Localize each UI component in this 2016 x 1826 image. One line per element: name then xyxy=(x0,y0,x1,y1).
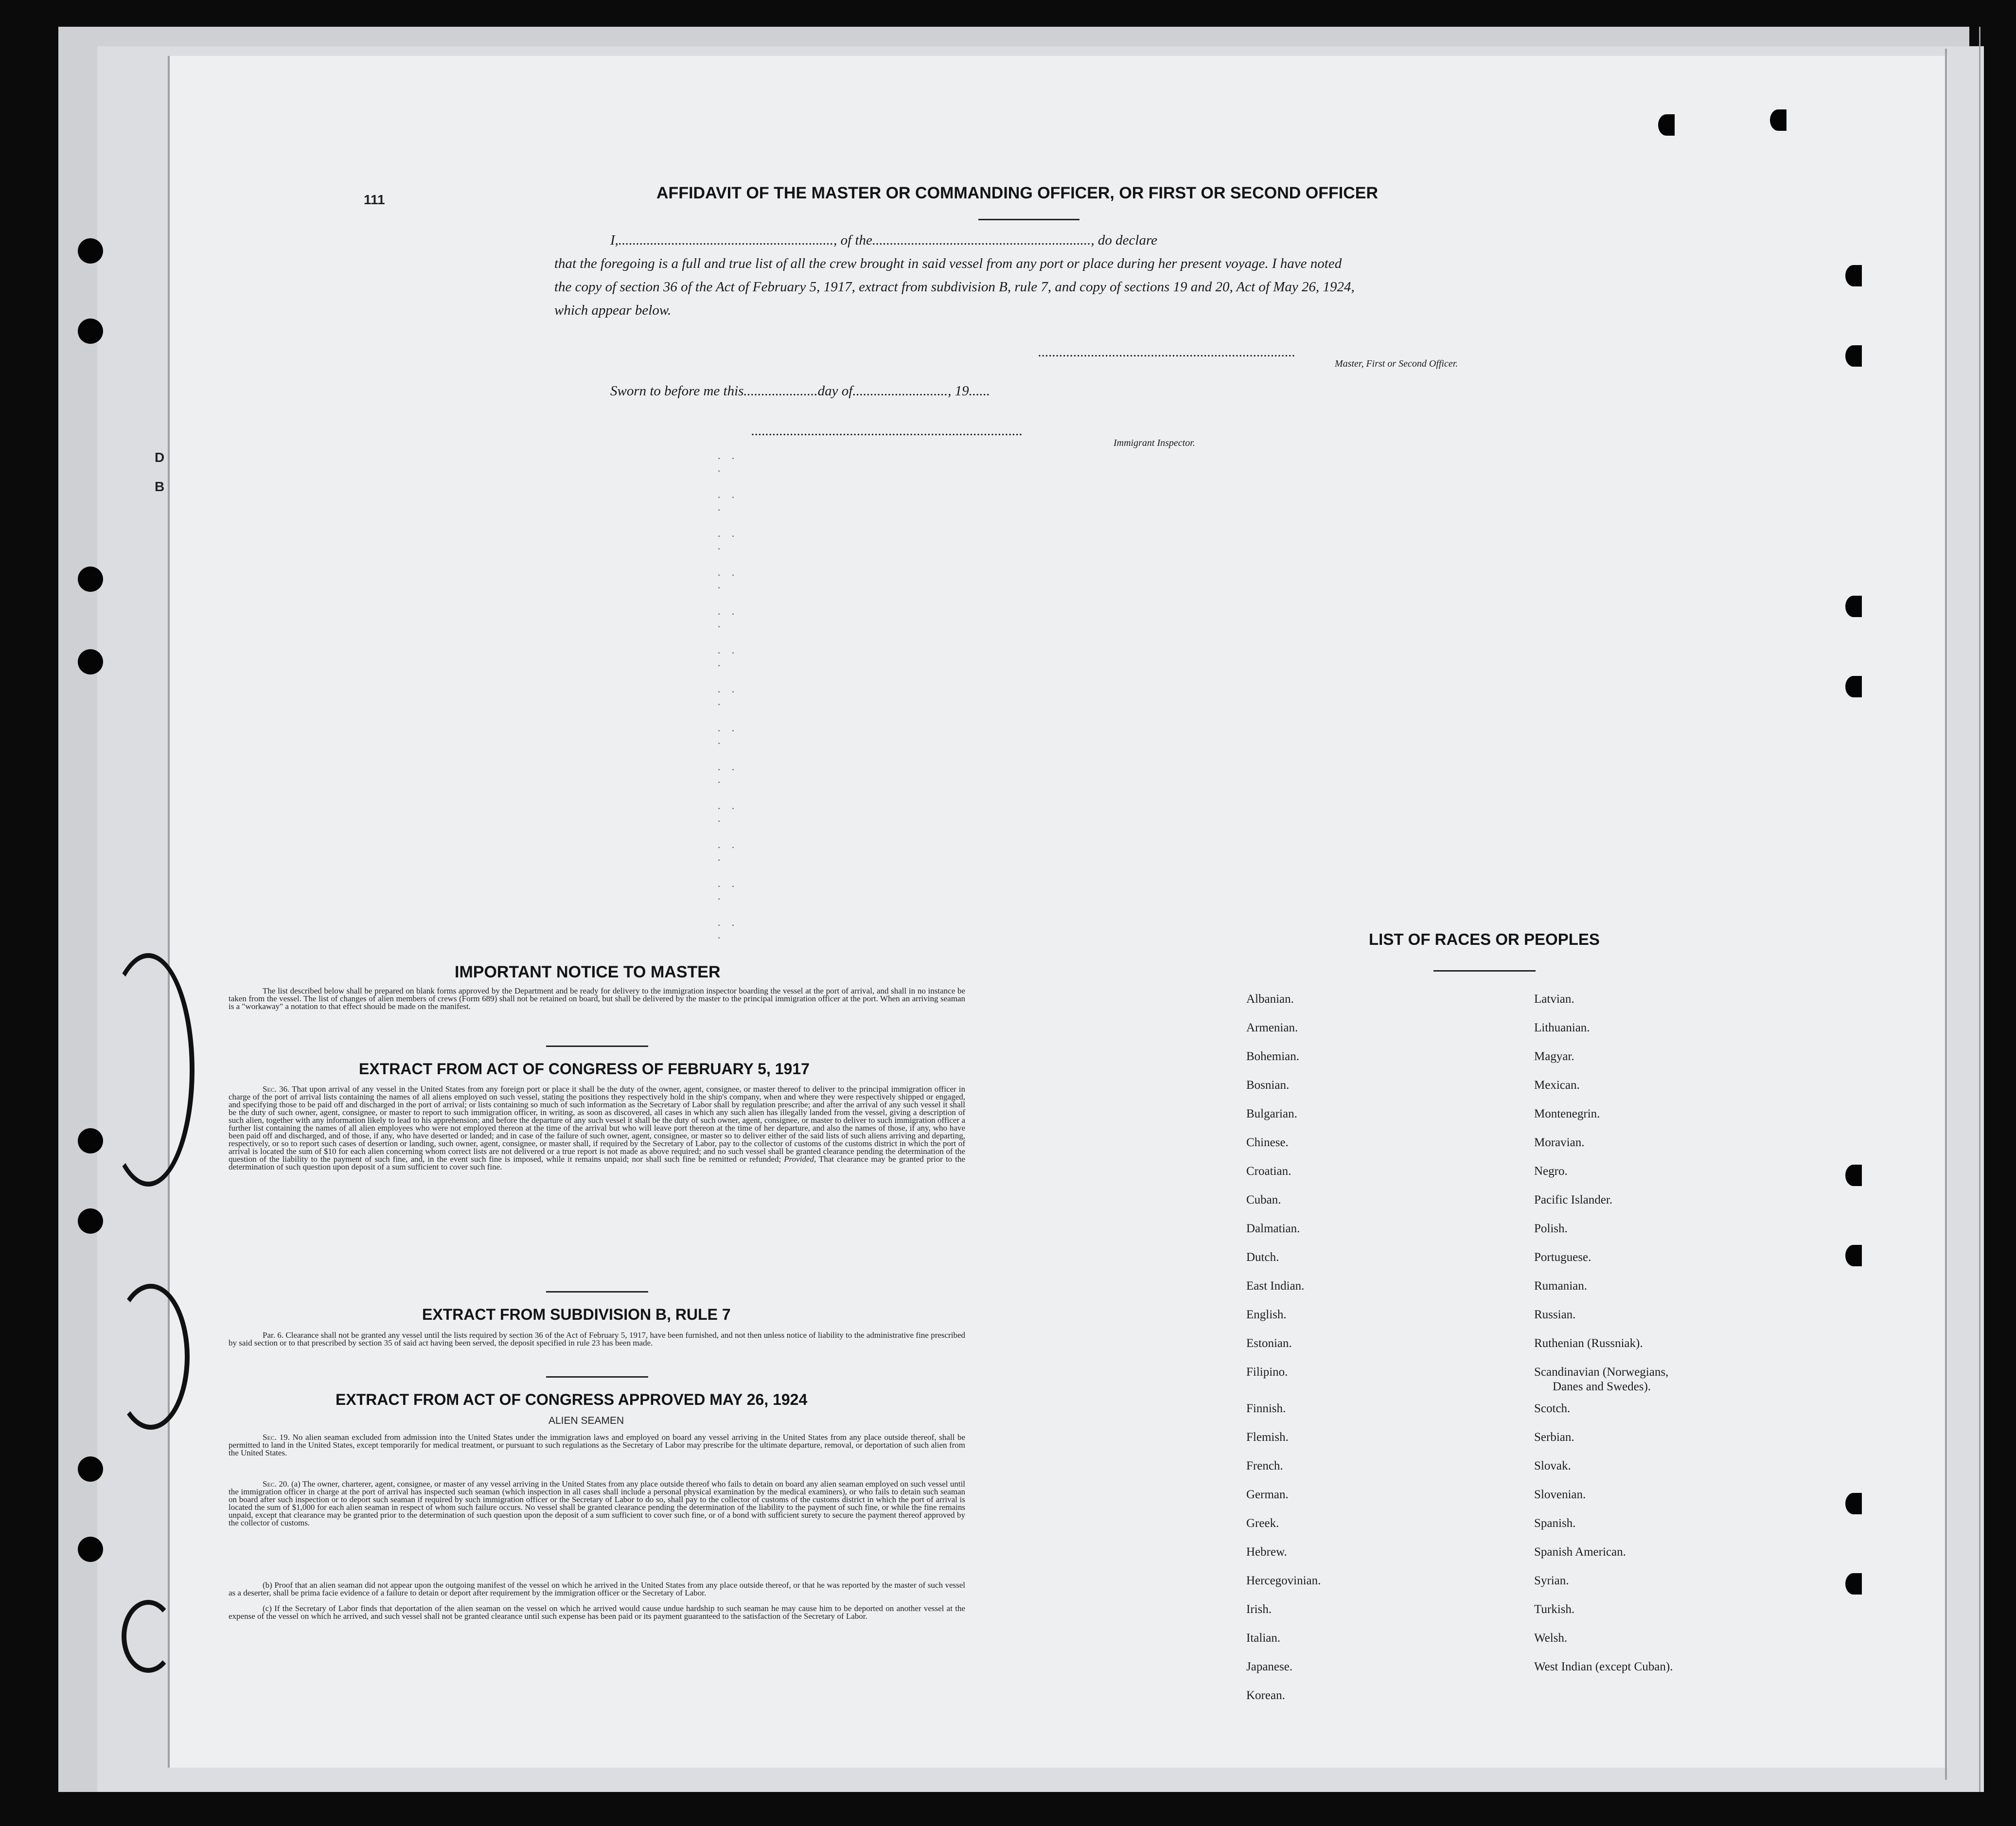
race-item: Polish. xyxy=(1534,1222,1568,1235)
race-item: Croatian. xyxy=(1246,1165,1291,1178)
section-label: Sec. 20. xyxy=(263,1479,289,1489)
race-item: Albanian. xyxy=(1246,993,1294,1006)
binder-hole xyxy=(78,1537,103,1562)
race-item: Korean. xyxy=(1246,1689,1285,1702)
binder-hole xyxy=(1845,265,1862,286)
extract-1917-body xyxy=(229,1085,965,1171)
sec19-text: No alien seaman excluded from admission into the United States under the immigration laws and employed on board any vessel arriving in the United States from any place outside thereof, shall be permitted to land in the United States, except temporarily for medical treatment, or pursuant to such regulations as the Secretary of Labor may prescribe for the ultimate departure, removal, or deportation of such alien from the United States. xyxy=(229,1433,965,1457)
race-item: Mexican. xyxy=(1534,1079,1580,1092)
extract-rule7-title: EXTRACT FROM SUBDIVISION B, RULE 7 xyxy=(422,1306,731,1323)
back-sheet-right-edge xyxy=(1979,27,1981,1792)
binder-hole xyxy=(78,567,103,592)
master-signature-line: ......................................................................... xyxy=(1038,344,1296,360)
race-item: Pacific Islander. xyxy=(1534,1193,1613,1206)
race-item: Bohemian. xyxy=(1246,1050,1300,1063)
binder-hole xyxy=(78,649,103,674)
race-item: Japanese. xyxy=(1246,1660,1293,1673)
page-left-edge xyxy=(168,56,170,1768)
affidavit-line-4: which appear below. xyxy=(554,302,672,318)
race-item: Welsh. xyxy=(1534,1631,1568,1645)
extract-1924-sec19 xyxy=(229,1434,965,1457)
binder-hole xyxy=(1845,1245,1862,1266)
binder-hole xyxy=(78,1208,103,1234)
race-item: Ruthenian (Russniak). xyxy=(1534,1337,1643,1350)
section-rule xyxy=(546,1291,648,1293)
affidavit-line-2: that the foregoing is a full and true list of all the crew brought in said vessel from any port or place during her present voyage. I have noted xyxy=(554,256,1342,271)
race-item: Negro. xyxy=(1534,1165,1568,1178)
inspector-signature-caption: Immigrant Inspector. xyxy=(1114,438,1195,448)
races-left-column xyxy=(1246,992,1321,1717)
race-item-multiline xyxy=(1534,1365,1673,1401)
tear-line-dots: · · · · · · · · · · · · · · · · · · · · · · · · · · · · · · · · · · · · · · · xyxy=(717,452,739,944)
sec20-text: (a) The owner, charterer, agent, consignee, or master of any vessel arriving in the United States from any place outside thereof who fails to detain on board any alien seaman employed on such vessel until the immigration officer in charge at the port of arrival has inspected such seaman (which inspection in all cases shall include a personal physical examination by the medical examiners), or who fails to detain such seaman on board after such inspection or to deport such seaman if required by such immigration officer or the Secretary of Labor to do so, shall pay to the collector of customs of the customs district in which the port of arrival is located the sum of $1,000 for each alien seaman in respect of whom such failure occurs. No vessel shall be granted clearance pending the determination of the liability to the payment of such fine, or while the fine remains unpaid, except that clearance may be granted prior to the determination of such question upon the deposit of a sum sufficient to cover such fine, or of a bond with sufficient surety to secure the payment thereof approved by the collector of customs. xyxy=(229,1479,966,1527)
binder-hole xyxy=(1770,109,1786,131)
race-item: English. xyxy=(1246,1308,1287,1321)
affidavit-title: AFFIDAVIT OF THE MASTER OR COMMANDING OFFICER, OR FIRST OR SECOND OFFICER xyxy=(656,184,1378,202)
race-item: Estonian. xyxy=(1246,1337,1292,1350)
margin-scribble xyxy=(112,1284,190,1430)
affidavit-line-3: the copy of section 36 of the Act of February 5, 1917, extract from subdivision B, rule 7, and copy of sections 19 and 20, Act of May 26, 1924, xyxy=(554,279,1355,295)
binder-hole xyxy=(78,238,103,264)
margin-scribble xyxy=(102,953,195,1187)
races-rule xyxy=(1433,970,1536,972)
section-label: Sec. 19. xyxy=(263,1433,290,1442)
inspector-signature-line: ............................................................................. xyxy=(751,423,1023,439)
race-item: East Indian. xyxy=(1246,1279,1305,1293)
binder-hole xyxy=(1845,1573,1862,1595)
race-item: German. xyxy=(1246,1488,1289,1501)
race-item: Dalmatian. xyxy=(1246,1222,1300,1235)
race-item: Chinese. xyxy=(1246,1136,1289,1149)
race-item: Moravian. xyxy=(1534,1136,1585,1149)
margin-scribble xyxy=(122,1600,175,1673)
extract-1917-title: EXTRACT FROM ACT OF CONGRESS OF FEBRUARY 5, 1917 xyxy=(359,1060,810,1078)
race-item: Cuban. xyxy=(1246,1193,1281,1206)
race-item: Russian. xyxy=(1534,1308,1576,1321)
race-item: Spanish. xyxy=(1534,1517,1576,1530)
race-item: Hercegovinian. xyxy=(1246,1574,1321,1587)
race-item: Lithuanian. xyxy=(1534,1021,1590,1034)
race-item: Hebrew. xyxy=(1246,1545,1287,1559)
binder-hole xyxy=(1845,1493,1862,1514)
race-item: Slovak. xyxy=(1534,1459,1571,1472)
race-item: Turkish. xyxy=(1534,1603,1575,1616)
race-item: Scandinavian (Norwegians, xyxy=(1534,1365,1669,1379)
race-item: Syrian. xyxy=(1534,1574,1569,1587)
master-signature-caption: Master, First or Second Officer. xyxy=(1335,358,1458,369)
extract-1917-text: That upon arrival of any vessel in the United States from any foreign port or place it shall be the duty of the owner, agent, consignee, or master thereof to deliver to the principal immigration officer in charge of the port of arrival lists containing the names of all aliens employed on such vessel, stating the positions they respectively hold in the ship's company, when and where they were respectively shipped or engaged, and specifying those to be paid off and discharged in the port of arrival; or lists containing so much of such information as the Secretary of Labor shall by regulation prescribe; and after the arrival of any such vessel it shall be the duty of such owner, agent, consignee, or master to report to such immigration officer, in writing, as soon as discovered, all cases in which any such alien has illegally landed from the vessel, giving a description of such alien, together with any information likely to lead to his apprehension; and before the departure of any such vessel it shall be the duty of such owner, agent, consignee, or master to deliver to such immigration officer a further list containing the names of all alien employees who were not employed thereon at the time of the arrival but who will leave port thereon at the time of her departure, and also the names of those, if any, who have been paid off and discharged, and of those, if any, who have deserted or landed; and in case of the failure of such owner, agent, consignee, or master so to deliver either of the said lists of such aliens arriving and departing, respectively, or so to report such cases of desertion or landing, such owner, agent, consignee, or master shall, if required by the Secretary of Labor, pay to the collector of customs of the customs district in which the port of arrival is located the sum of $10 for each alien concerning whom correct lists are not delivered or a true report is not made as above required; and no such vessel shall be granted clearance pending the determination of the question of the liability to the payment of such fine, and, in the event such fine is imposed, while it remains unpaid; nor shall such fine be remitted or refunded; xyxy=(229,1084,965,1164)
race-item: Portuguese. xyxy=(1534,1251,1592,1264)
binder-hole xyxy=(1658,114,1675,136)
margin-mark-top: 111 xyxy=(364,192,385,207)
race-item: Rumanian. xyxy=(1534,1279,1588,1293)
race-item: Scotch. xyxy=(1534,1402,1571,1415)
sworn-line: Sworn to before me this.....................day of..........................., 19...... xyxy=(610,383,990,399)
binder-hole xyxy=(1845,676,1862,697)
notice-body: The list described below shall be prepared on blank forms approved by the Department and be ready for delivery to the immigration inspector boarding the vessel at the port of arrival, and shall in no instance be taken from the vessel. The list of changes of alien members of crews (Form 689) shall not be retained on board, but shall be delivered by the master to the principal immigration officer at the port. When an arriving seaman is a "workaway" a notation to that effect should be made on the manifest. xyxy=(229,986,965,1011)
extract-rule7-body: Par. 6. Clearance shall not be granted any vessel until the lists required by section 36 of the Act of February 5, 1917, have been furnished, and not then unless notice of liability to the administrative fine prescribed by said section or to that prescribed by section 35 of said act having been served, the deposit specified in rule 23 has been made. xyxy=(229,1330,965,1347)
binder-hole xyxy=(78,1128,103,1153)
binder-hole xyxy=(78,1456,103,1482)
race-item: West Indian (except Cuban). xyxy=(1534,1660,1673,1673)
race-item: Italian. xyxy=(1246,1631,1281,1645)
race-item: Magyar. xyxy=(1534,1050,1574,1063)
section-rule xyxy=(546,1046,648,1047)
section-label: Sec. 36. xyxy=(263,1084,290,1094)
affidavit-line-1: I,............................................................., of the.............................................................., do declare xyxy=(610,232,1158,248)
race-item: Finnish. xyxy=(1246,1402,1286,1415)
race-item: Montenegrin. xyxy=(1534,1107,1600,1120)
race-item-continued: Danes and Swedes). xyxy=(1553,1380,1651,1393)
notice-title: IMPORTANT NOTICE TO MASTER xyxy=(455,963,721,981)
race-item: Bosnian. xyxy=(1246,1079,1290,1092)
margin-mark-d: D xyxy=(155,450,165,465)
proviso-word: Provided, xyxy=(784,1154,816,1164)
extract-1917-text-end: That clearance may be granted prior to the determination of such question upon deposit of a sum sufficient to cover such fine. xyxy=(229,1154,965,1171)
binder-hole xyxy=(1845,345,1862,367)
race-item: Flemish. xyxy=(1246,1431,1289,1444)
race-item: Serbian. xyxy=(1534,1431,1574,1444)
race-item: Filipino. xyxy=(1246,1365,1288,1379)
binder-hole xyxy=(78,319,103,344)
extract-1924-sec20b: (b) Proof that an alien seaman did not appear upon the outgoing manifest of the vessel on which he arrived in the United States from any place outside thereof, or that he was reported by the master of such vessel as a deserter, shall be prima facie evidence of a failure to detain or deport after requirement by the immigration officer or the Secretary of Labor. xyxy=(229,1580,965,1597)
race-item: Dutch. xyxy=(1246,1251,1279,1264)
race-item: Armenian. xyxy=(1246,1021,1298,1034)
race-item: Latvian. xyxy=(1534,993,1574,1006)
race-item: Irish. xyxy=(1246,1603,1272,1616)
extract-1924-title: EXTRACT FROM ACT OF CONGRESS APPROVED MAY 26, 1924 xyxy=(336,1391,808,1408)
binder-hole xyxy=(1845,1165,1862,1186)
races-title: LIST OF RACES OR PEOPLES xyxy=(1369,930,1600,948)
title-rule xyxy=(978,219,1079,220)
page-right-edge xyxy=(1945,49,1947,1780)
margin-mark-b: B xyxy=(155,479,165,494)
race-item: Bulgarian. xyxy=(1246,1107,1297,1120)
extract-1924-sec20 xyxy=(229,1480,965,1527)
extract-1924-subtitle: ALIEN SEAMEN xyxy=(548,1415,624,1426)
section-rule xyxy=(546,1376,648,1378)
extract-1924-sec20c: (c) If the Secretary of Labor finds that deportation of the alien seaman on the vessel on which he arrived would cause undue hardship to such seaman he may cause him to be deported on another vessel at the expense of the vessel on which he arrived, and such vessel shall not be granted clearance until such expense has been paid or its payment guaranteed to the satisfaction of the Secretary of Labor. xyxy=(229,1604,965,1621)
race-item: Greek. xyxy=(1246,1517,1279,1530)
race-item: French. xyxy=(1246,1459,1283,1472)
races-right-column xyxy=(1534,992,1673,1688)
binder-hole xyxy=(1845,596,1862,617)
race-item: Spanish American. xyxy=(1534,1545,1626,1559)
race-item: Slovenian. xyxy=(1534,1488,1586,1501)
